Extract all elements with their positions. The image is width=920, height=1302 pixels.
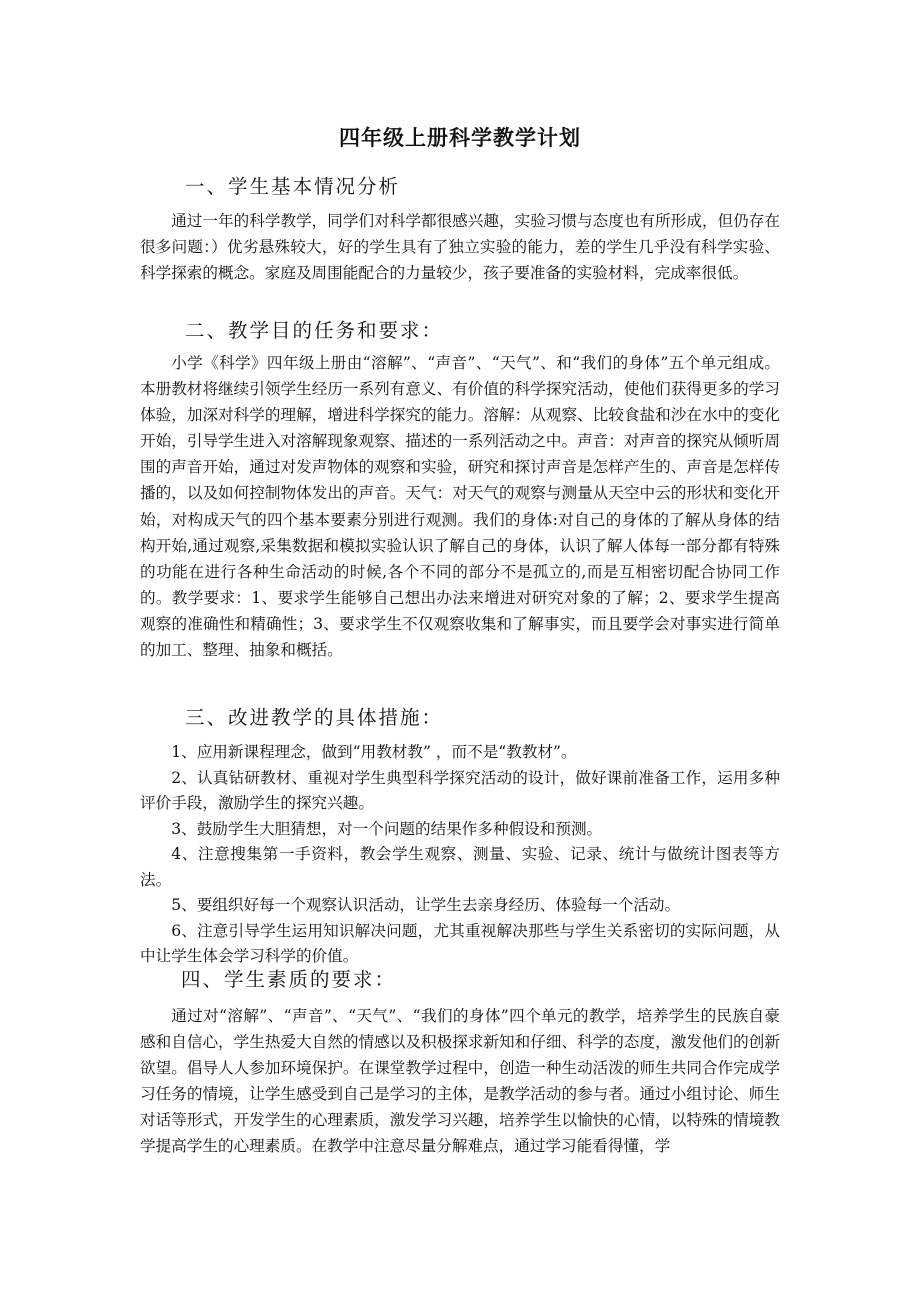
measure-item-1: 1、应用新课程理念，做到“用教材教” ，而不是“教教材”。: [171, 743, 577, 761]
section-heading-1: 一、学生基本情况分析: [185, 175, 401, 198]
section-1-paragraph: 通过一年的科学教学，同学们对科学都很感兴趣，实验习惯与态度也有所形成，但仍存在很多问题：）优劣悬殊较大，好的学生具有了独立实验的能力，差的学生几乎没有科学实验、科学探索的概念。家庭及周围能配合的力量较少，孩子要准备的实验材料，完成率很低。: [140, 212, 780, 283]
measure-item-5: 5、要组织好每一个观察认识活动，让学生去亲身经历、体验每一个活动。: [171, 896, 681, 914]
section-4-paragraph: 通过对“溶解”、“声音”、“天气”、“我们的身体”四个单元的教学，培养学生的民族自豪感和自信心，学生热爱大自然的情感以及积极探求新知和仔细、科学的态度，激发他们的创新欲望。倡导人人参加环境保护。在课堂教学过程中，创造一种生动活泼的师生共同合作完成学习任务的情境，让学生感受到自己是学习的主体，是教学活动的参与者。通过小组讨论、师生对话等形式，开发学生的心理素质，激发学习兴趣，培养学生以愉快的心情，以特殊的情境教学提高学生的心理素质。在教学中注意尽量分解难点，通过学习能看得懂，学: [140, 1007, 780, 1156]
measure-item-2: 2、认真钻研教材、重视对学生典型科学探究活动的设计，做好课前准备工作，运用多种评价手段，激励学生的探究兴趣。: [140, 768, 780, 812]
section-heading-2: 二、教学目的任务和要求：: [185, 319, 444, 342]
section-heading-4: 四、学生素质的要求：: [181, 968, 397, 991]
measure-item-4: 4、注意搜集第一手资料，教会学生观察、测量、实验、记录、统计与做统计图表等方法。: [140, 845, 780, 889]
section-heading-3: 三、改进教学的具体措施：: [185, 706, 444, 729]
measure-item-6: 6、注意引导学生运用知识解决问题，尤其重视解决那些与学生关系密切的实际问题，从中让学生体会学习科学的价值。: [140, 921, 780, 965]
document-title: 四年级上册科学教学计划: [339, 126, 581, 150]
section-2-paragraph: 小学《科学》四年级上册由“溶解”、“声音”、“天气”、和“我们的身体”五个单元组成。本册教材将继续引领学生经历一系列有意义、有价值的科学探究活动，使他们获得更多的学习体验，加深对科学的理解，增进科学探究的能力。溶解：从观察、比较食盐和沙在水中的变化开始，引导学生进入对溶解现象观察、描述的一系列活动之中。声音：对声音的探究从倾听周围的声音开始，通过对发声物体的观察和实验，研究和探讨声音是怎样产生的、声音是怎样传播的，以及如何控制物体发出的声音。天气：对天气的观察与测量从天空中云的形状和变化开始，对构成天气的四个基本要素分别进行观测。我们的身体:对自己的身体的了解从身体的结构开始,通过观察,采集数据和模拟实验认识了解自己的身体，认识了解人体每一部分都有特殊的功能在进行各种生命活动的时候,各个不同的部分不是孤立的,而是互相密切配合协同工作的。教学要求：1、要求学生能够自己想出办法来增进对研究对象的了解；2、要求学生提高观察的准确性和精确性；3、要求学生不仅观察收集和了解事实，而且要学会对事实进行简单的加工、整理、抽象和概括。: [140, 354, 780, 660]
measure-item-3: 3、鼓励学生大胆猜想，对一个问题的结果作多种假设和预测。: [171, 819, 603, 838]
